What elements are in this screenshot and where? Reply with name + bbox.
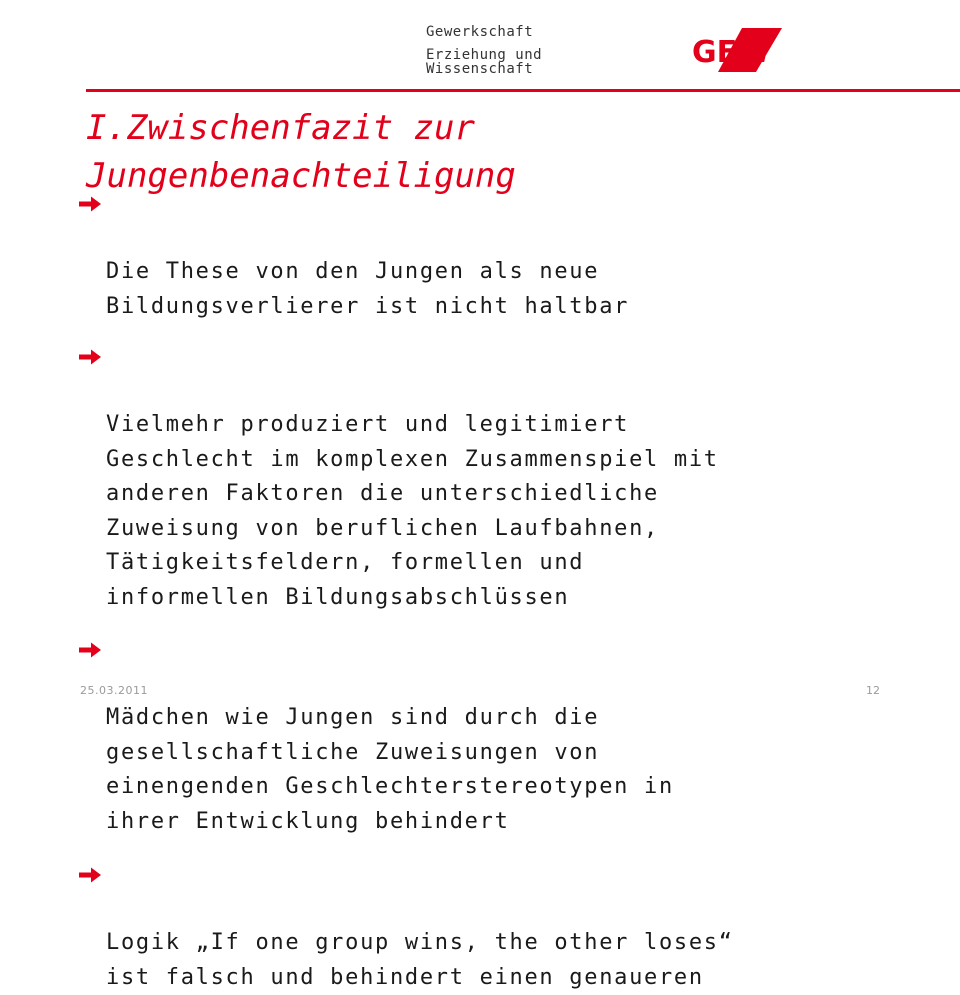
arrow-right-icon — [78, 641, 102, 659]
logo-text: GEW — [692, 35, 771, 70]
org-name-line-3: Wissenschaft — [426, 61, 534, 77]
arrow-right-icon — [78, 348, 102, 366]
header-divider — [86, 89, 960, 92]
bullet-text: Logik „If one group wins, the other loses“ ist falsch und behindert einen genaueren — [106, 930, 734, 990]
bullet-item — [78, 632, 938, 839]
bullet-item — [78, 339, 938, 615]
bullet-text: Die These von den Jungen als neue Bildungsverlierer ist nicht haltbar — [106, 259, 630, 319]
bullet-text: Mädchen wie Jungen sind durch die gesellschaftliche Zuweisungen von einengenden Geschlechterstereotypen in ihrer Entwicklung behindert — [106, 705, 674, 834]
bullet-item — [78, 857, 938, 995]
page-number: 12 — [866, 684, 880, 697]
gew-logo — [686, 28, 786, 72]
bullet-text: Vielmehr produziert und legitimiert Geschlecht im komplexen Zusammenspiel mit anderen Faktoren die unterschiedliche Zuweisung von beruflichen Laufbahnen, Tätigkeitsfeldern, formellen und informellen Bildungsabschlüssen — [106, 412, 719, 610]
bullet-list — [78, 186, 938, 995]
arrow-right-icon — [78, 866, 102, 884]
slide-title: I.Zwischenfazit zur Jungenbenachteiligung — [86, 108, 516, 196]
org-name-line-1: Gewerkschaft — [426, 24, 534, 40]
arrow-right-icon — [78, 195, 102, 213]
org-name-line-2: Erziehung und — [426, 47, 543, 63]
bullet-item — [78, 186, 938, 324]
footer-date: 25.03.2011 — [80, 684, 148, 697]
